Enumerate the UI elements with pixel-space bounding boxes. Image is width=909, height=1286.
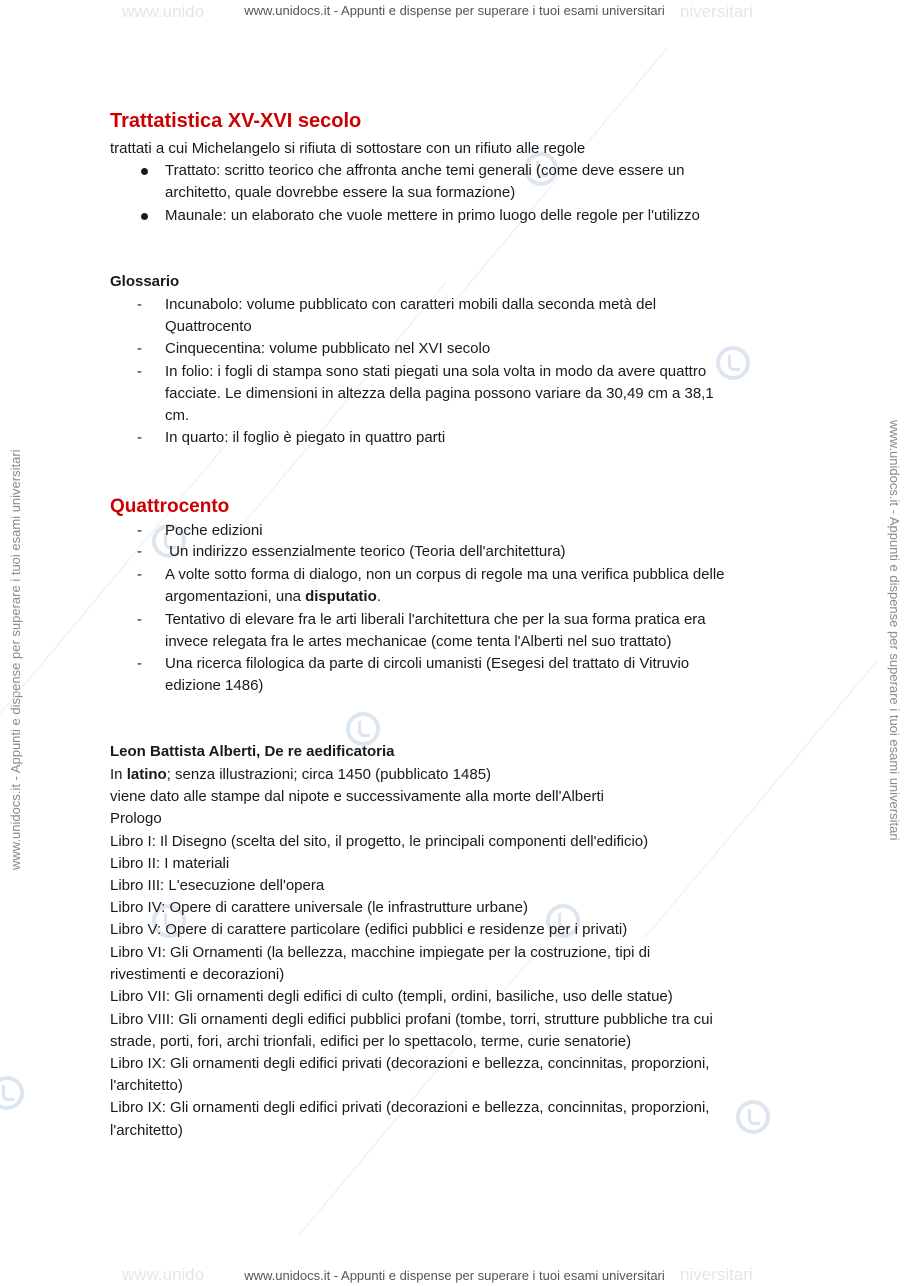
dash-marker: - — [137, 429, 142, 446]
intro-text: trattati a cui Michelangelo si rifiuta di sottostare con un rifiuto alle regole — [110, 140, 586, 157]
bullet-icon — [141, 168, 148, 175]
dash-marker: - — [137, 655, 142, 672]
dash-marker: - — [137, 340, 142, 357]
list-item — [110, 361, 810, 427]
list-item-text-part: A volte sotto forma di dialogo, non un corpus di regole ma una verifica pubblica delle argomentazioni, una — [165, 566, 725, 605]
bullet-icon — [141, 213, 148, 220]
list-item — [110, 541, 810, 563]
text-line: Libro IV: Opere di carattere universale (le infrastrutture urbane) — [110, 899, 528, 916]
list-item-text: Maunale: un elaborato che vuole mettere in primo luogo delle regole per l'utilizzo — [165, 207, 700, 224]
list-item-text: Incunabolo: volume pubblicato con caratteri mobili dalla seconda metà del Quattrocento — [165, 296, 657, 335]
list-item — [110, 427, 810, 449]
list-item — [110, 653, 810, 697]
watermark-diagonal — [644, 662, 876, 938]
text-part: In — [110, 766, 127, 783]
text-line: Libro III: L'esecuzione dell'opera — [110, 877, 325, 894]
list-item — [110, 520, 810, 542]
text-line: Libro IX: Gli ornamenti degli edifici privati (decorazioni e bellezza, concinnitas, proporzioni, — [110, 1055, 710, 1072]
list-item-emphasis: disputatio — [305, 588, 377, 605]
text-line: rivestimenti e decorazioni) — [110, 966, 285, 983]
text-line — [110, 764, 491, 786]
text-line: Libro IX: Gli ornamenti degli edifici privati (decorazioni e bellezza, concinnitas, proporzioni, — [110, 1099, 710, 1116]
section-title-quattrocento: Quattrocento — [110, 496, 230, 517]
text-line: Libro V: Opere di carattere particolare (edifici pubblici e residenze per i privati) — [110, 921, 628, 938]
text-part: ; senza illustrazioni; circa 1450 (pubblicato 1485) — [166, 766, 492, 783]
watermark-header: www.unidocs.it - Appunti e dispense per superare i tuoi esami universitari — [244, 3, 665, 18]
text-line: Libro II: I materiali — [110, 855, 230, 872]
list-item — [110, 564, 810, 608]
text-line: Libro VII: Gli ornamenti degli edifici di culto (templi, ordini, basiliche, uso delle statue) — [110, 988, 673, 1005]
text-line: Libro VIII: Gli ornamenti degli edifici pubblici profani (tombe, torri, strutture pubbliche tra cui — [110, 1011, 713, 1028]
list-item-text: Cinquecentina: volume pubblicato nel XVI secolo — [165, 340, 491, 357]
text-line: viene dato alle stampe dal nipote e successivamente alla morte dell'Alberti — [110, 788, 604, 805]
list-item-text-part: . — [376, 588, 381, 605]
watermark-ghost-left-bottom: www.unido — [122, 1265, 205, 1284]
watermark-footer: www.unidocs.it - Appunti e dispense per superare i tuoi esami universitari — [244, 1268, 665, 1283]
dash-marker: - — [137, 522, 142, 539]
list-item — [110, 205, 810, 227]
text-line: Libro I: Il Disegno (scelta del sito, il progetto, le principali componenti dell'edificio) — [110, 833, 649, 850]
text-line: Libro VI: Gli Ornamenti (la bellezza, macchine impiegate per la costruzione, tipi di — [110, 944, 651, 961]
list-item-text: Una ricerca filologica da parte di circoli umanisti (Esegesi del trattato di Vitruvio edizione 1486) — [165, 655, 690, 694]
list-item-text: In quarto: il foglio è piegato in quattro parti — [165, 429, 446, 446]
watermark-side-left: www.unidocs.it - Appunti e dispense per superare i tuoi esami universitari — [8, 449, 23, 870]
text-line: l'architetto) — [110, 1077, 183, 1094]
dash-marker: - — [137, 566, 142, 583]
watermark-logo-icon — [736, 1100, 770, 1134]
dash-marker: - — [137, 296, 142, 313]
watermark-side-right: www.unidocs.it - Appunti e dispense per superare i tuoi esami universitari — [887, 420, 902, 841]
watermark-ghost-right: niversitari — [680, 2, 753, 21]
dash-marker: - — [137, 363, 142, 380]
text-emphasis: latino — [126, 766, 167, 783]
watermark-ghost-right-bottom: niversitari — [680, 1265, 753, 1284]
list-item-text — [165, 564, 810, 608]
text-line: strade, porti, fori, archi trionfali, edifici per lo spettacolo, terme, curie senatorie) — [110, 1033, 632, 1050]
list-item-text: Trattato: scritto teorico che affronta anche temi generali (come deve essere un architetto, quale dovrebbe essere la sua formazione) — [165, 162, 685, 201]
section-title-trattatistica: Trattatistica XV-XVI secolo — [110, 110, 362, 132]
text-line: Prologo — [110, 810, 162, 827]
list-item — [110, 338, 810, 360]
list-item — [110, 160, 810, 204]
section-title-alberti: Leon Battista Alberti, De re aedificatoria — [110, 743, 395, 760]
watermark-logo-icon — [0, 1076, 24, 1110]
list-item — [110, 294, 810, 338]
list-item — [110, 609, 810, 653]
text-line: l'architetto) — [110, 1122, 183, 1139]
dash-marker: - — [137, 611, 142, 628]
section-title-glossario: Glossario — [110, 273, 180, 290]
watermark-logo-icon — [346, 712, 380, 746]
list-item-text: Tentativo di elevare fra le arti liberali l'architettura che per la sua forma pratica era invece relegata fra le artes mechanicae (come tenta l'Alberti nel suo trattato) — [165, 611, 706, 650]
list-item-text: In folio: i fogli di stampa sono stati piegati una sola volta in modo da avere quattro facciate. Le dimensioni in altezza della pagina possono variare da 30,49 cm a 38,1 cm. — [165, 363, 714, 424]
watermark-ghost-left: www.unido — [122, 2, 205, 21]
list-item-text: Un indirizzo essenzialmente teorico (Teoria dell'architettura) — [165, 543, 566, 560]
list-item-text: Poche edizioni — [165, 522, 263, 539]
dash-marker: - — [137, 543, 142, 560]
